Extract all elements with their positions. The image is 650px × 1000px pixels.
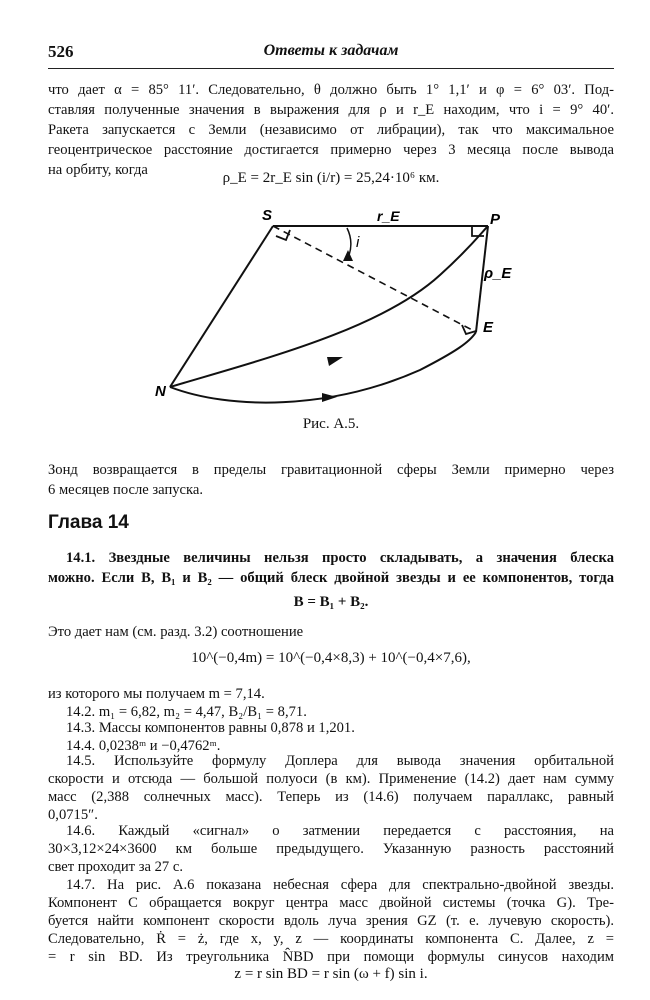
answer-14-5 (48, 752, 614, 824)
text-line: геоцентрическое расстояние достигается примерно через 3 месяца после вывода (48, 142, 614, 158)
trajectory-lower (170, 332, 476, 403)
text-line: 0,0715″. (48, 807, 98, 823)
text-line: что дает α = 85° 11′. Следовательно, θ должно быть 1° 1,1′ и φ = 6° 03′. Под- (48, 82, 614, 98)
text-line: скорости и отсюда — большой полуоси (в км). Применение (14.2) дает нам сумму (48, 771, 614, 787)
answer-14-6 (48, 822, 614, 876)
answer-14-1 (48, 548, 614, 588)
probe-return-paragraph (48, 460, 614, 500)
equation-magnitudes: 10^(−0,4m) = 10^(−0,4×8,3) + 10^(−0,4×7,6), (191, 650, 471, 666)
text-line: буется найти компонент скорости вдоль луча зрения GZ (т. е. лучевую скорость). (48, 913, 614, 929)
label-n: N (155, 383, 166, 400)
text-line: 6 месяцев после запуска. (48, 482, 204, 498)
right-angle-e (462, 325, 476, 334)
text-line: Ракета запускается с Земли (независимо от либрации), так что максимальное (48, 122, 614, 138)
label-i: i (356, 234, 360, 251)
text-line: 14.6. Каждый «сигнал» о затмении передается с расстояния, на (66, 823, 614, 839)
text-line: Компонент С обращается вокруг центра масс двойной системы (точка G). Тре- (48, 895, 614, 911)
label-e: E (483, 319, 494, 336)
chapter-heading: Глава 14 (48, 512, 129, 533)
trajectory-arrow-lower (322, 393, 337, 402)
equation-rho-e: ρ_E = 2r_E sin (i/r) = 25,24·10⁶ км. (222, 170, 440, 186)
equation-b-sum: B = B₁ + B₂. (293, 594, 369, 610)
text-line: Это дает нам (см. разд. 3.2) соотношение (48, 624, 304, 640)
figure-caption: Рис. А.5. (302, 416, 360, 432)
text-line: Зонд возвращается в пределы гравитационной сферы Земли примерно через (48, 462, 614, 478)
text-line: ставляя полученные значения в выражения для ρ и r_E находим, что i = 9° 40′. (48, 102, 614, 118)
text-line: = r sin BD. Из треугольника N̂BD при помощи формулы синусов находим (48, 949, 614, 965)
text-line: 14.5. Используйте формулу Доплера для вывода значения орбитальной (66, 753, 614, 769)
running-title: Ответы к задачам (263, 42, 399, 59)
text-line: Следовательно, Ṙ = ż, где x, y, z — координаты компонента С. Далее, z = (48, 931, 614, 947)
text-line: масс (2,388 солнечных масс). Теперь из (14.6) получаем параллакс, равный (48, 789, 614, 805)
text-line: из которого мы получаем m = 7,14. (48, 686, 265, 702)
right-angle-s (276, 230, 290, 240)
answer-14-7 (48, 876, 614, 966)
text-line: на орбиту, когда (48, 162, 148, 178)
angle-arrow (343, 250, 353, 261)
line-s-n (170, 226, 273, 387)
text-line: свет проходит за 27 с. (48, 859, 183, 875)
answer-14-3: 14.3. Массы компонентов равны 0,878 и 1,201. (66, 720, 355, 736)
text-line: 14.7. На рис. А.6 показана небесная сфера для спектрально-двойной звезды. (66, 877, 614, 893)
answer-14-4: 14.4. 0,0238ᵐ и −0,4762ᵐ. (66, 738, 221, 754)
label-r-e: r_E (377, 208, 400, 224)
equation-z: z = r sin BD = r sin (ω + f) sin i. (234, 966, 428, 982)
page-number: 526 (48, 42, 74, 61)
trajectory-arrow-upper (327, 357, 343, 366)
answer-14-2: 14.2. m₁ = 6,82, m₂ = 4,47, B₂/B₁ = 8,71. (66, 704, 307, 720)
label-p: P (490, 211, 501, 228)
text-line: 14.1. Звездные величины нельзя просто складывать, а значения блеска (66, 550, 614, 566)
text-line: можно. Если B, B₁ и B₂ — общий блеск двойной звезды и ее компонентов, тогда (48, 570, 614, 586)
label-rho-e: ρ_E (484, 265, 512, 282)
label-s: S (262, 207, 273, 224)
text-line: 30×3,12×24×3600 км больше предыдущего. Указанную разность расстояний (48, 841, 614, 857)
